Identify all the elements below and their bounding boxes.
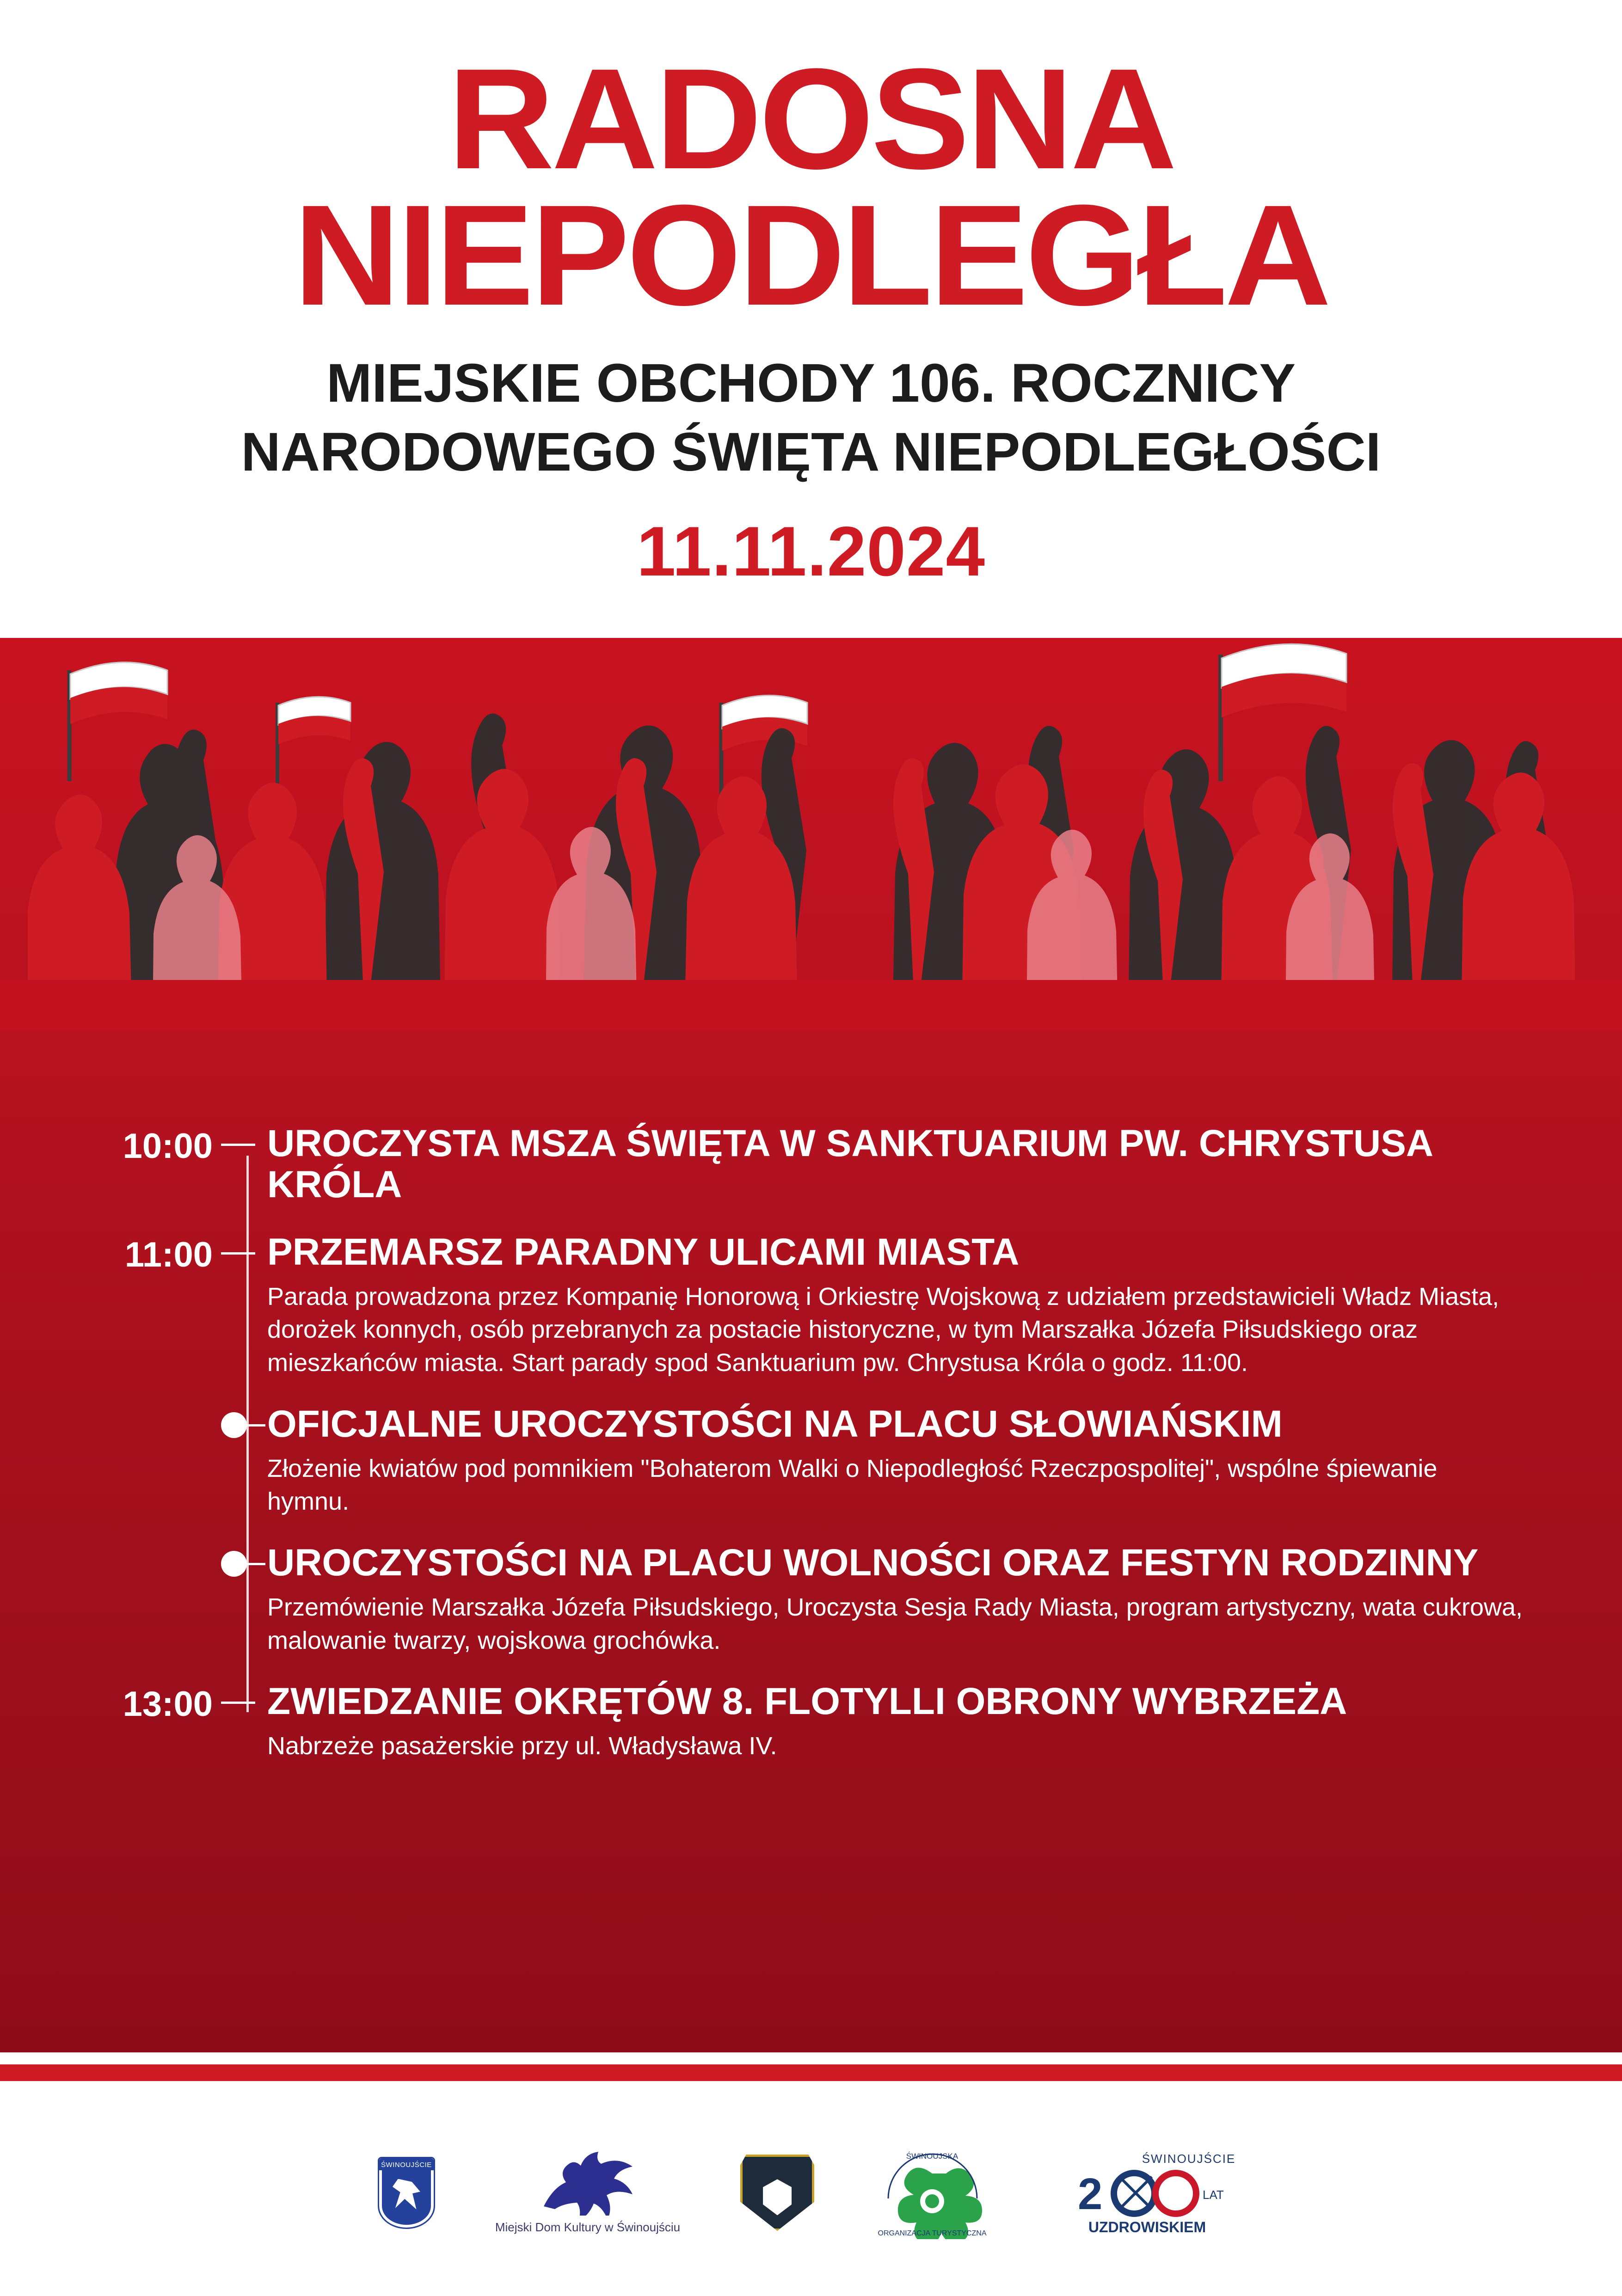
event-title: UROCZYSTOŚCI NA PLACU WOLNOŚCI ORAZ FESTYN RODZINNY <box>267 1542 1479 1584</box>
tourism-org-icon <box>874 2147 990 2239</box>
svg-text:ORGANIZACJA TURYSTYCZNA: ORGANIZACJA TURYSTYCZNA <box>878 2229 987 2237</box>
event-time: 13:00 <box>123 1684 213 1724</box>
event-time: 10:00 <box>123 1127 213 1166</box>
subtitle-line-2: NARODOWEGO ŚWIĘTA NIEPODLEGŁOŚCI <box>241 421 1381 483</box>
list-item <box>97 1543 1525 1657</box>
event-title: UROCZYSTA MSZA ŚWIĘTA W SANKTUARIUM PW. CHRYSTUSA KRÓLA <box>267 1122 1432 1206</box>
event-content <box>264 1232 1525 1380</box>
timeline-marker-dash <box>213 1232 264 1274</box>
list-item <box>97 1123 1525 1208</box>
event-date: 11.11.2024 <box>637 512 985 591</box>
list-item <box>97 1232 1525 1380</box>
logo-tourism <box>874 2147 990 2239</box>
svg-text:ŚWINOUJSKA: ŚWINOUJSKA <box>906 2151 958 2161</box>
list-item <box>97 1404 1525 1518</box>
event-description: Przemówienie Marszałka Józefa Piłsudskiego, Uroczysta Sesja Rady Miasta, program artystyczny, wata cukrowa, malowanie twarzy, wojskowa grochówka. <box>267 1593 1523 1654</box>
stripe-red <box>0 2064 1622 2081</box>
timeline <box>97 1123 1525 1763</box>
stripe-white <box>0 2052 1622 2064</box>
event-title: OFICJALNE UROCZYSTOŚCI NA PLACU SŁOWIAŃSKIM <box>267 1403 1283 1445</box>
timeline-marker-dot <box>213 1404 264 1445</box>
event-title: PRZEMARSZ PARADNY ULICAMI MIASTA <box>267 1231 1020 1274</box>
subtitle-line-1: MIEJSKIE OBCHODY 106. ROCZNICY <box>326 353 1296 414</box>
timeline-marker-dash <box>213 1123 264 1165</box>
list-item <box>97 1681 1525 1763</box>
event-description: Parada prowadzona przez Kompanię Honorową i Orkiestrę Wojskową z udziałem przedstawicieli Władz Miasta, dorożek konnych, osób przebranych za postacie historyczne, w tym Marszałka Józefa Piłsudskiego oraz mieszkańców miasta. Start parady spod Sanktuarium pw. Chrystusa Króla o godz. 11:00. <box>267 1282 1499 1377</box>
logo-city <box>378 2157 435 2229</box>
svg-text:2: 2 <box>1078 2169 1103 2219</box>
subtitle <box>210 349 1412 486</box>
event-content <box>264 1123 1525 1208</box>
program-schedule <box>0 1123 1622 1787</box>
logo-anniversary <box>1050 2149 1244 2237</box>
poster-header <box>0 0 1622 656</box>
event-content <box>264 1404 1525 1518</box>
navy-badge-icon <box>740 2155 814 2231</box>
event-title: ZWIEDZANIE OKRĘTÓW 8. FLOTYLLI OBRONY WYBRZEŻA <box>267 1680 1347 1723</box>
divider-stripes <box>0 2052 1622 2089</box>
event-content <box>264 1681 1525 1763</box>
svg-text:LAT: LAT <box>1203 2187 1224 2202</box>
stripe-white-bottom <box>0 2081 1622 2089</box>
mdk-caption: Miejski Dom Kultury w Świnoujściu <box>495 2220 681 2234</box>
event-description: Nabrzeże pasażerskie przy ul. Władysława IV. <box>267 1732 777 1760</box>
anniversary-200-icon <box>1050 2149 1244 2237</box>
pegasus-icon <box>530 2151 645 2216</box>
logo-navy <box>740 2155 814 2231</box>
event-content <box>264 1543 1525 1657</box>
event-time: 11:00 <box>124 1235 213 1275</box>
timeline-marker-dot <box>213 1543 264 1584</box>
svg-text:UZDROWISKIEM: UZDROWISKIEM <box>1088 2218 1206 2235</box>
page-title: RADOSNA NIEPODLEGŁA <box>293 38 1329 335</box>
timeline-marker-dash <box>213 1681 264 1723</box>
footer-logos <box>0 2089 1622 2296</box>
logo-mdk <box>495 2151 680 2235</box>
city-crest-label: ŚWINOUJŚCIE <box>381 2161 432 2169</box>
svg-text:ŚWINOUJŚCIE: ŚWINOUJŚCIE <box>1142 2151 1236 2166</box>
event-description: Złożenie kwiatów pod pomnikiem "Bohaterom Walki o Niepodległość Rzeczpospolitej", wspólne śpiewanie hymnu. <box>267 1454 1438 1516</box>
city-crest-icon <box>378 2157 435 2229</box>
